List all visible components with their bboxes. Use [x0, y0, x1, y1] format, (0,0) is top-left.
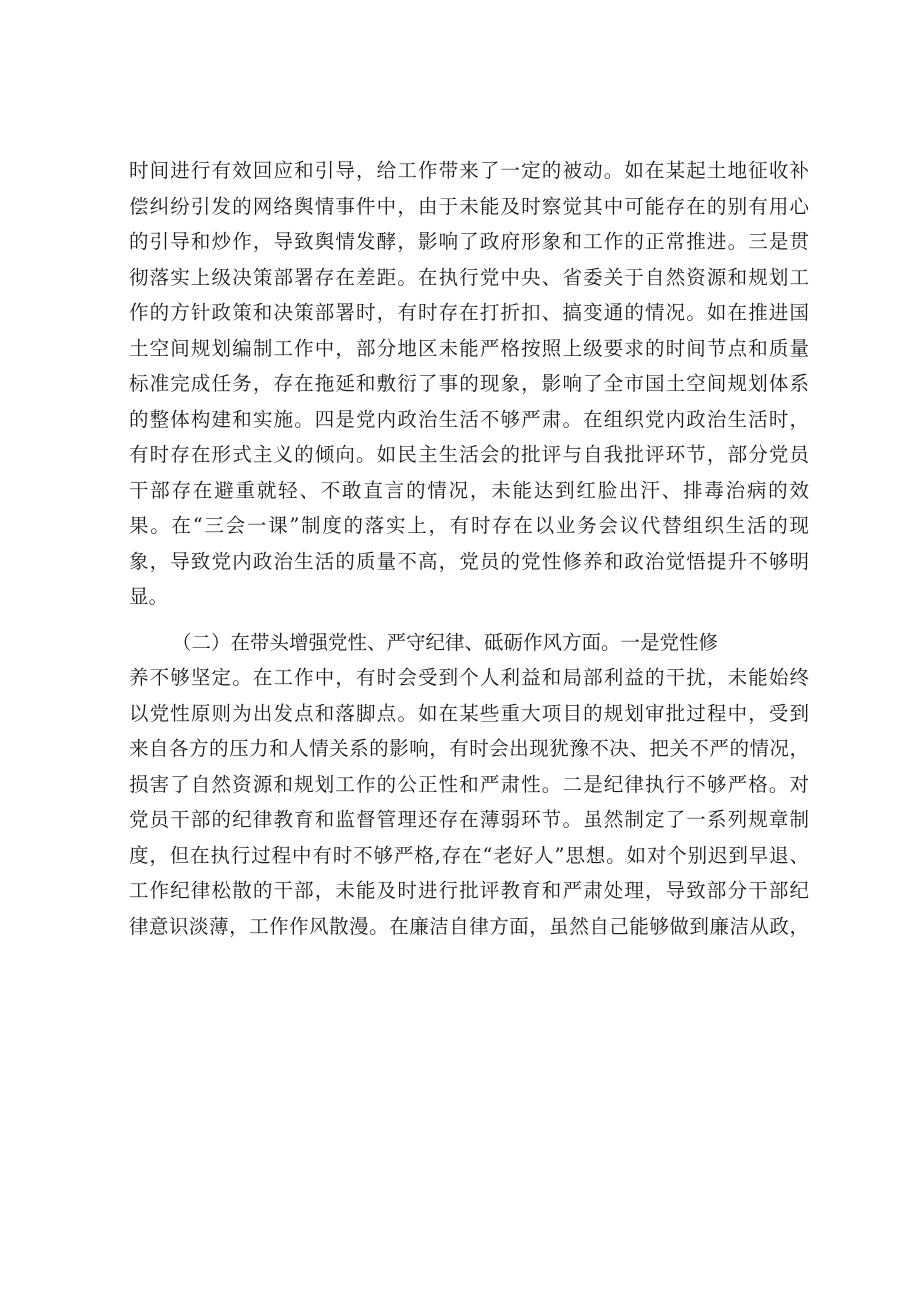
- paragraph-2: [129, 625, 809, 945]
- text-line: 果。在“三会一课”制度的落实上，有时存在以业务会议代替组织生活的现: [129, 514, 809, 537]
- text-line: 标准完成任务，存在拖延和敷衍了事的现象，影响了全市国土空间规划体系: [129, 372, 809, 395]
- text-line: 以党性原则为出发点和落脚点。如在某些重大项目的规划审批过程中，受到: [129, 701, 809, 725]
- document-body: [129, 153, 809, 944]
- text-line: 象，导致党内政治生活的质量不高，党员的党性修养和政治觉悟提升不够明: [129, 549, 809, 573]
- text-line: 彻落实上级决策部署存在差距。在执行党中央、省委关于自然资源和规划工: [129, 265, 809, 289]
- text-line: 的引导和炒作，导致舆情发酵，影响了政府形象和工作的正常推进。三是贯: [129, 230, 809, 253]
- text-line: 来自各方的压力和人情关系的影响，有时会出现犹豫不决、把关不严的情况，: [129, 737, 809, 760]
- text-line: 显。: [129, 585, 169, 608]
- text-line: 干部存在避重就轻、不敢直言的情况，未能达到红脸出汗、排毒治病的效: [129, 478, 809, 502]
- text-line: 时间进行有效回应和引导，给工作带来了一定的被动。如在某起土地征收补: [129, 159, 809, 182]
- section-heading-line: （二）在带头增强党性、严守纪律、砥砺作风方面。一是党性修: [172, 630, 719, 654]
- paragraph-gap: [129, 615, 809, 625]
- text-line: 的整体构建和实施。四是党内政治生活不够严肃。在组织党内政治生活时，: [129, 407, 809, 431]
- text-line: 党员干部的纪律教育和监督管理还存在薄弱环节。虽然制定了一系列规章制: [129, 808, 809, 831]
- text-line: 度，但在执行过程中有时不够严格,存在“老好人”思想。如对个别迟到早退、: [129, 843, 809, 867]
- text-line: 养不够坚定。在工作中，有时会受到个人利益和局部利益的干扰，未能始终: [129, 666, 809, 689]
- text-line: 作的方针政策和决策部署时，有时存在打折扣、搞变通的情况。如在推进国: [129, 301, 809, 324]
- text-line: 土空间规划编制工作中，部分地区未能严格按照上级要求的时间节点和质量: [129, 336, 809, 360]
- text-line: 工作纪律松散的干部，未能及时进行批评教育和严肃处理，导致部分干部纪: [129, 879, 809, 902]
- text-line: 损害了自然资源和规划工作的公正性和严肃性。二是纪律执行不够严格。对: [129, 772, 809, 796]
- text-line: 偿纠纷引发的网络舆情事件中，由于未能及时察觉其中可能存在的别有用心: [129, 194, 809, 218]
- text-line: 律意识淡薄，工作作风散漫。在廉洁自律方面，虽然自己能够做到廉洁从政，: [129, 914, 809, 938]
- paragraph-1: [129, 153, 809, 615]
- text-line: 有时存在形式主义的倾向。如民主生活会的批评与自我批评环节，部分党员: [129, 443, 809, 466]
